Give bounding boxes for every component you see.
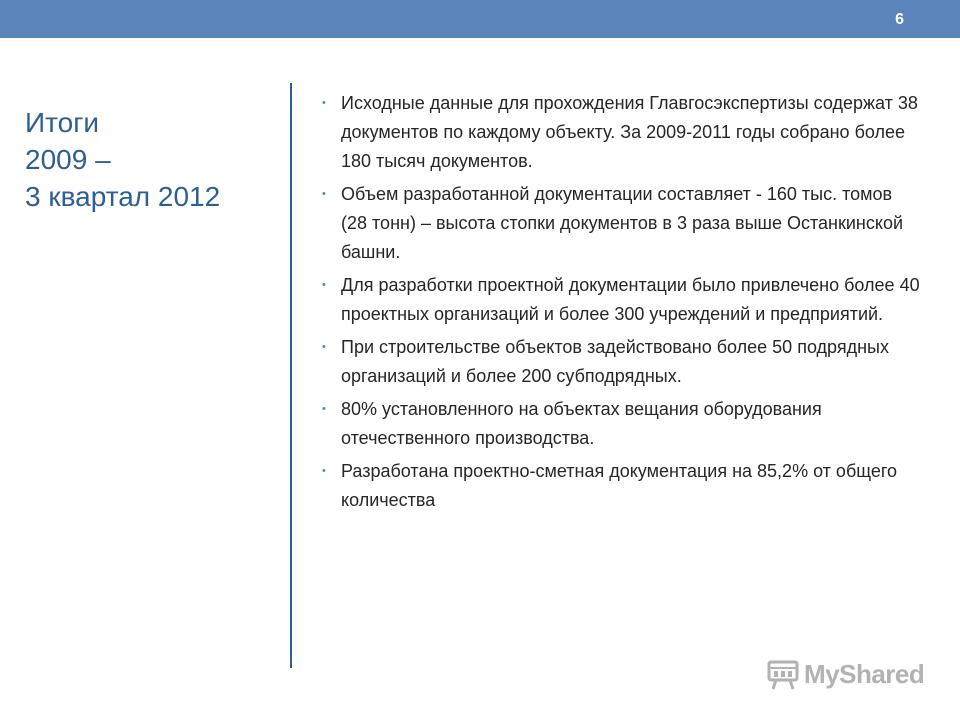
bullet-text: 80% установленного на объектах вещания оборудования отечественного производства.: [341, 399, 822, 448]
bullet-item: [320, 457, 920, 515]
bullet-text: Для разработки проектной документации было привлечено более 40 проектных организаций и более 300 учреждений и предприятий.: [341, 275, 920, 324]
slide-title: [25, 104, 275, 215]
watermark[interactable]: [766, 656, 924, 692]
bullet-item: [320, 333, 920, 391]
bullet-icon: •: [322, 465, 326, 477]
bullet-icon: •: [322, 403, 326, 415]
vertical-divider: [290, 83, 292, 668]
title-line-2: 2009 –: [25, 144, 111, 175]
bullet-item: [320, 395, 920, 453]
bullet-icon: •: [322, 279, 326, 291]
bullet-text: Исходные данные для прохождения Главгосэкспертизы содержат 38 документов по каждому объекту. За 2009-2011 годы собрано более 180 тысяч документов.: [341, 93, 918, 171]
page-number: 6: [895, 11, 904, 28]
bullet-text: При строительстве объектов задействовано более 50 подрядных организаций и более 200 субподрядных.: [341, 337, 889, 386]
bullet-item: [320, 180, 920, 267]
header-bar: [0, 0, 960, 38]
bullet-text: Разработана проектно-сметная документация на 85,2% от общего количества: [341, 461, 898, 510]
watermark-text: MyShared: [804, 658, 925, 689]
presentation-board-icon: [766, 657, 800, 691]
title-line-3: 3 квартал 2012: [25, 181, 221, 212]
bullet-item: [320, 271, 920, 329]
bullet-item: [320, 89, 920, 176]
bullet-icon: •: [322, 188, 326, 200]
bullet-icon: •: [322, 341, 326, 353]
title-line-1: Итоги: [25, 107, 100, 138]
bullet-list: [320, 89, 920, 519]
bullet-icon: •: [322, 97, 326, 109]
bullet-text: Объем разработанной документации составляет - 160 тыс. томов (28 тонн) – высота стопки документов в 3 раза выше Останкинской башни.: [341, 184, 904, 262]
